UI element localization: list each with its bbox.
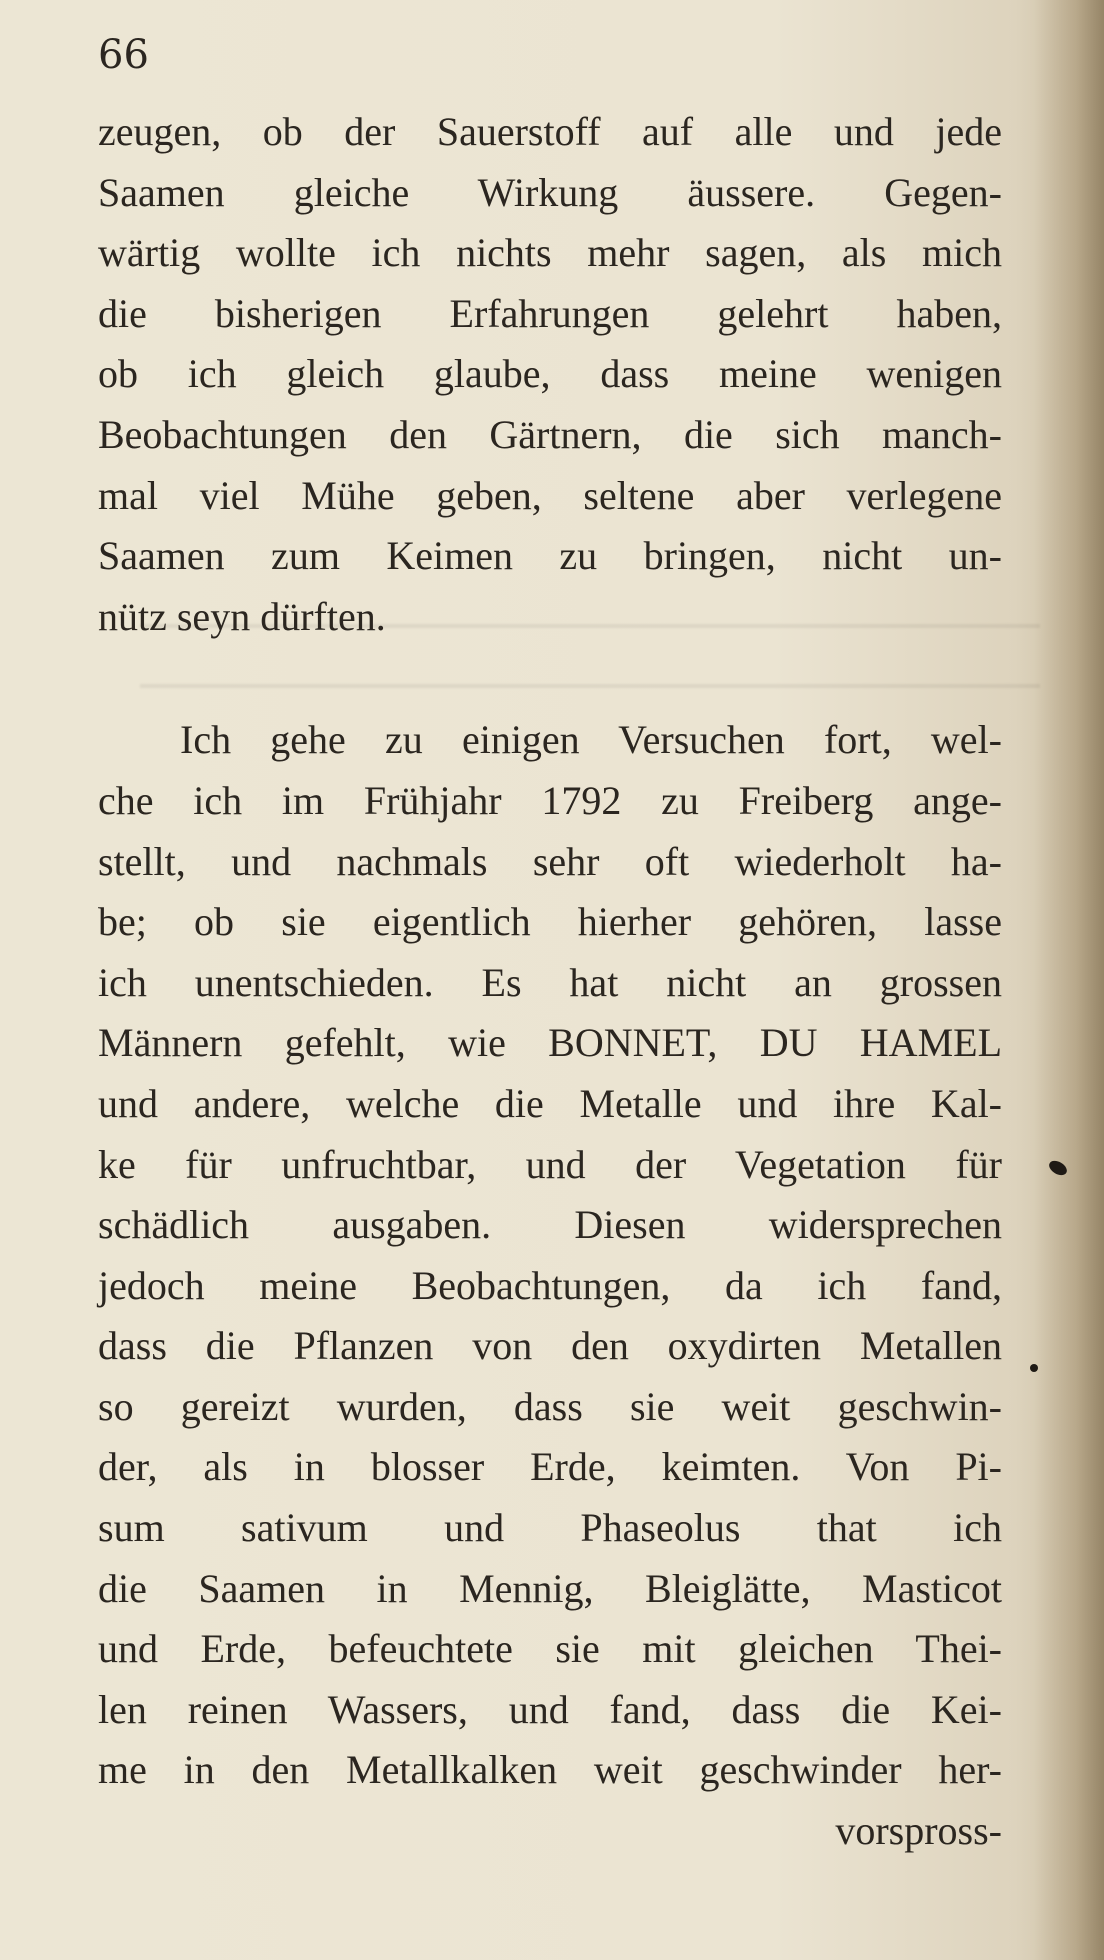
- text-line: Männern gefehlt, wie BONNET, DU HAMEL: [98, 1020, 1002, 1066]
- text-line: und Erde, befeuchtete sie mit gleichen Thei-: [98, 1626, 1002, 1672]
- paragraph-break: [98, 647, 1002, 710]
- text-line: Saamen zum Keimen zu bringen, nicht un-: [98, 533, 1002, 579]
- text-line: Saamen gleiche Wirkung äussere. Gegen-: [98, 169, 1002, 215]
- text-line: zeugen, ob der Sauerstoff auf alle und jede: [98, 109, 1002, 154]
- text-line: nütz seyn dürften.: [98, 593, 386, 639]
- text-line: schädlich ausgaben. Diesen widersprechen: [98, 1202, 1002, 1248]
- text-line: che ich im Frühjahr 1792 zu Freiberg ange-: [98, 777, 1002, 823]
- text-line: me in den Metallkalken weit geschwinder her-: [98, 1747, 1002, 1793]
- text-line: mal viel Mühe geben, seltene aber verlegene: [98, 472, 1002, 518]
- text-line: stellt, und nachmals sehr oft wiederholt ha-: [98, 838, 1002, 884]
- page-number: 66: [98, 32, 149, 78]
- text-line: der, als in blosser Erde, keimten. Von Pi-: [98, 1444, 1002, 1490]
- text-line: Beobachtungen den Gärtnern, die sich manch-: [98, 411, 1002, 457]
- text-line: und andere, welche die Metalle und ihre Kal-: [98, 1080, 1002, 1126]
- text-line: die Saamen in Mennig, Bleiglätte, Masticot: [98, 1565, 1002, 1611]
- text-line: Ich gehe zu einigen Versuchen fort, wel-: [180, 717, 1002, 763]
- text-line: so gereizt wurden, dass sie weit geschwin-: [98, 1383, 1002, 1429]
- gutter-shadow: [1034, 0, 1104, 1960]
- text-line: ke für unfruchtbar, und der Vegetation für: [98, 1141, 1002, 1187]
- text-line: die bisherigen Erfahrungen gelehrt haben,: [98, 290, 1002, 336]
- text-line: dass die Pflanzen von den oxydirten Metallen: [98, 1323, 1002, 1369]
- ink-dot: [1030, 1364, 1038, 1372]
- text-line: ob ich gleich glaube, dass meine wenigen: [98, 351, 1002, 397]
- body-text: [98, 102, 1002, 1862]
- text-line: len reinen Wassers, und fand, dass die Kei-: [98, 1686, 1002, 1732]
- catchword: vorspross-: [835, 1808, 1002, 1854]
- text-line: jedoch meine Beobachtungen, da ich fand,: [98, 1262, 1002, 1308]
- text-line: be; ob sie eigentlich hierher gehören, lasse: [98, 899, 1002, 945]
- text-line: sum sativum und Phaseolus that ich: [98, 1505, 1002, 1551]
- text-line: wärtig wollte ich nichts mehr sagen, als mich: [98, 230, 1002, 276]
- text-line: ich unentschieden. Es hat nicht an grossen: [98, 959, 1002, 1005]
